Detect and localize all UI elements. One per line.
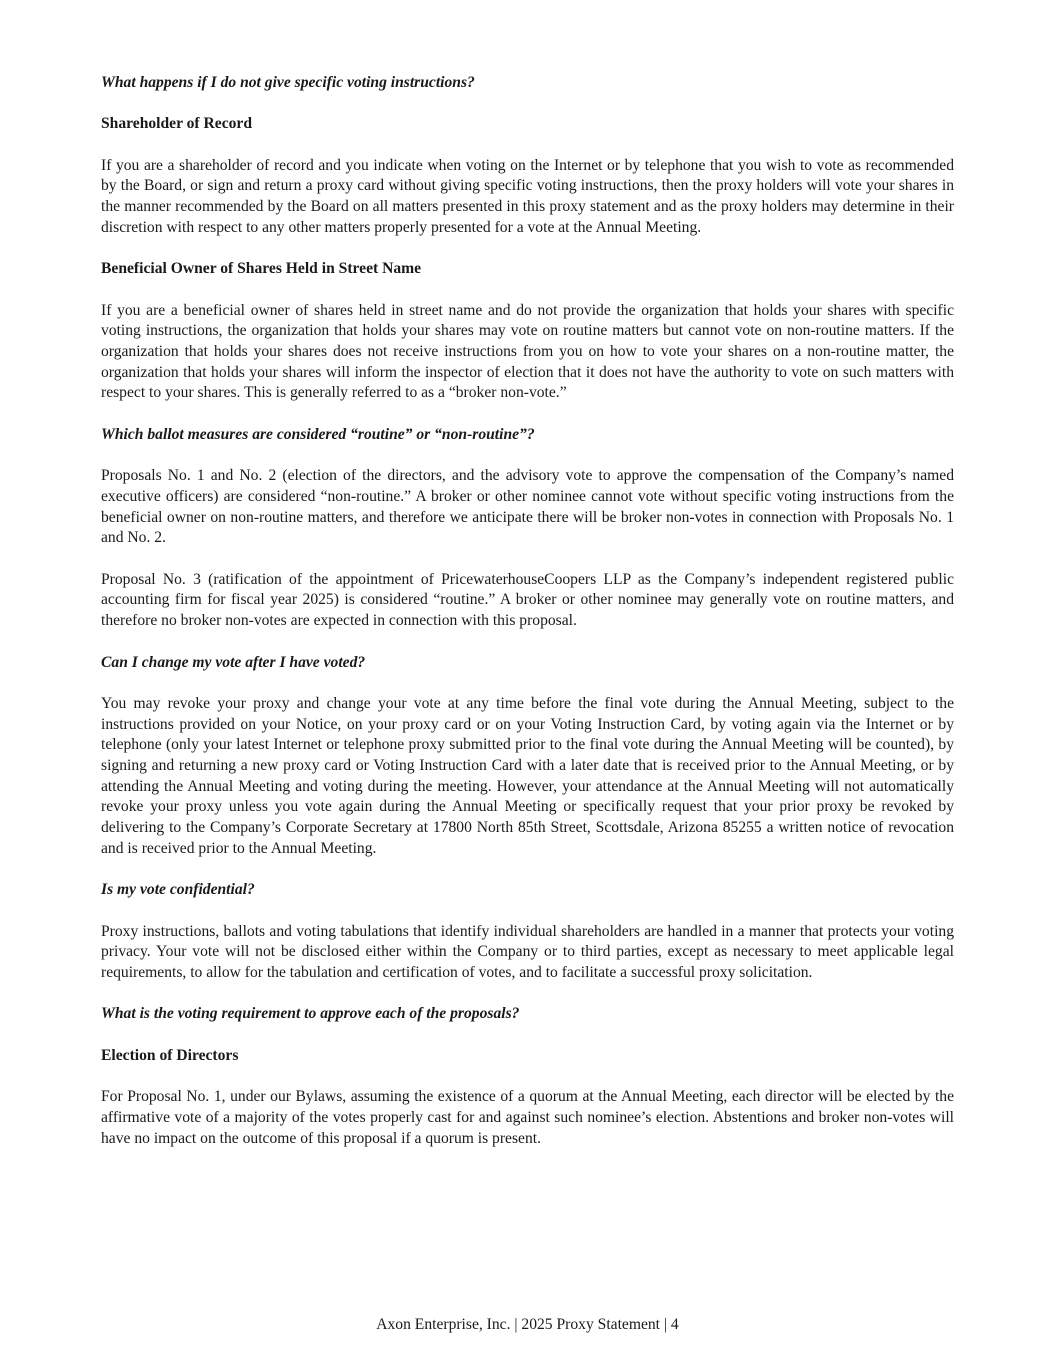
paragraph-beneficial-owner: If you are a beneficial owner of shares held in street name and do not provide the organization that holds your shares with specific voting instructions, the organization that holds your shares may vote on routine matters but cannot vote on non-routine matters. If the organization that holds your shares does not receive instructions from you on how to vote your shares on a non-routine matter, the organization that holds your shares will inform the inspector of election that it does not have the authority to vote on such matters with respect to your shares. This is generally referred to as a “broker non-vote.” [101, 301, 954, 402]
document-body [101, 73, 954, 1170]
question-voting-requirement: What is the voting requirement to approve each of the proposals? [101, 1005, 520, 1023]
question-confidential: Is my vote confidential? [101, 881, 255, 899]
heading-shareholder-of-record: Shareholder of Record [101, 115, 253, 133]
heading-election-of-directors: Election of Directors [101, 1046, 239, 1064]
question-routine: Which ballot measures are considered “routine” or “non-routine”? [101, 425, 535, 443]
paragraph-routine-2: Proposal No. 3 (ratification of the appointment of PricewaterhouseCoopers LLP as the Company’s independent registered public accounting firm for fiscal year 2025) is considered “routine.” A broker or other nominee may generally vote on routine matters, and therefore no broker non-votes are expected in connection with this proposal. [101, 570, 954, 630]
paragraph-routine-1: Proposals No. 1 and No. 2 (election of the directors, and the advisory vote to approve the compensation of the Company’s named executive officers) are considered “non-routine.” A broker or other nominee cannot vote without specific voting instructions from the beneficial owner on non-routine matters, and therefore we anticipate there will be broker non-votes in connection with Proposals No. 1 and No. 2. [101, 467, 954, 547]
heading-beneficial-owner: Beneficial Owner of Shares Held in Street Name [101, 260, 422, 278]
paragraph-shareholder-of-record: If you are a shareholder of record and you indicate when voting on the Internet or by telephone that you wish to vote as recommended by the Board, or sign and return a proxy card without giving specific voting instructions, then the proxy holders will vote your shares in the manner recommended by the Board on all matters presented in this proxy statement and as the proxy holders may determine in their discretion with respect to any other matters properly presented for a vote at the Annual Meeting. [101, 156, 954, 236]
page-footer: Axon Enterprise, Inc. | 2025 Proxy Statement | 4 [376, 1316, 679, 1333]
question-change-vote: Can I change my vote after I have voted? [101, 653, 366, 671]
paragraph-change-vote: You may revoke your proxy and change your vote at any time before the final vote during the Annual Meeting, subject to the instructions provided on your Notice, on your proxy card or on your Voting Instruction Card, by voting again via the Internet or by telephone (only your latest Internet or telephone proxy submitted prior to the final vote during the Annual Meeting will be counted), by signing and returning a new proxy card or Voting Instruction Card with a later date that is received prior to the Annual Meeting, or by attending the Annual Meeting and voting during the meeting. However, your attendance at the Annual Meeting will not automatically revoke your proxy unless you vote again during the Annual Meeting or specifically request that your prior proxy be revoked by delivering to the Company’s Corporate Secretary at 17800 North 85th Street, Scottsdale, Arizona 85255 a written notice of revocation and is received prior to the Annual Meeting. [101, 694, 954, 857]
paragraph-election-of-directors: For Proposal No. 1, under our Bylaws, assuming the existence of a quorum at the Annual Meeting, each director will be elected by the affirmative vote of a majority of the votes properly cast for and against such nominee’s election. Abstentions and broker non-votes will have no impact on the outcome of this proposal if a quorum is present. [101, 1088, 954, 1147]
question-no-instructions: What happens if I do not give specific voting instructions? [101, 74, 475, 91]
paragraph-confidential: Proxy instructions, ballots and voting tabulations that identify individual shareholders are handled in a manner that protects your voting privacy. Your vote will not be disclosed either within the Company or to third parties, except as necessary to meet applicable legal requirements, to allow for the tabulation and certification of votes, and to facilitate a successful proxy solicitation. [101, 922, 954, 982]
